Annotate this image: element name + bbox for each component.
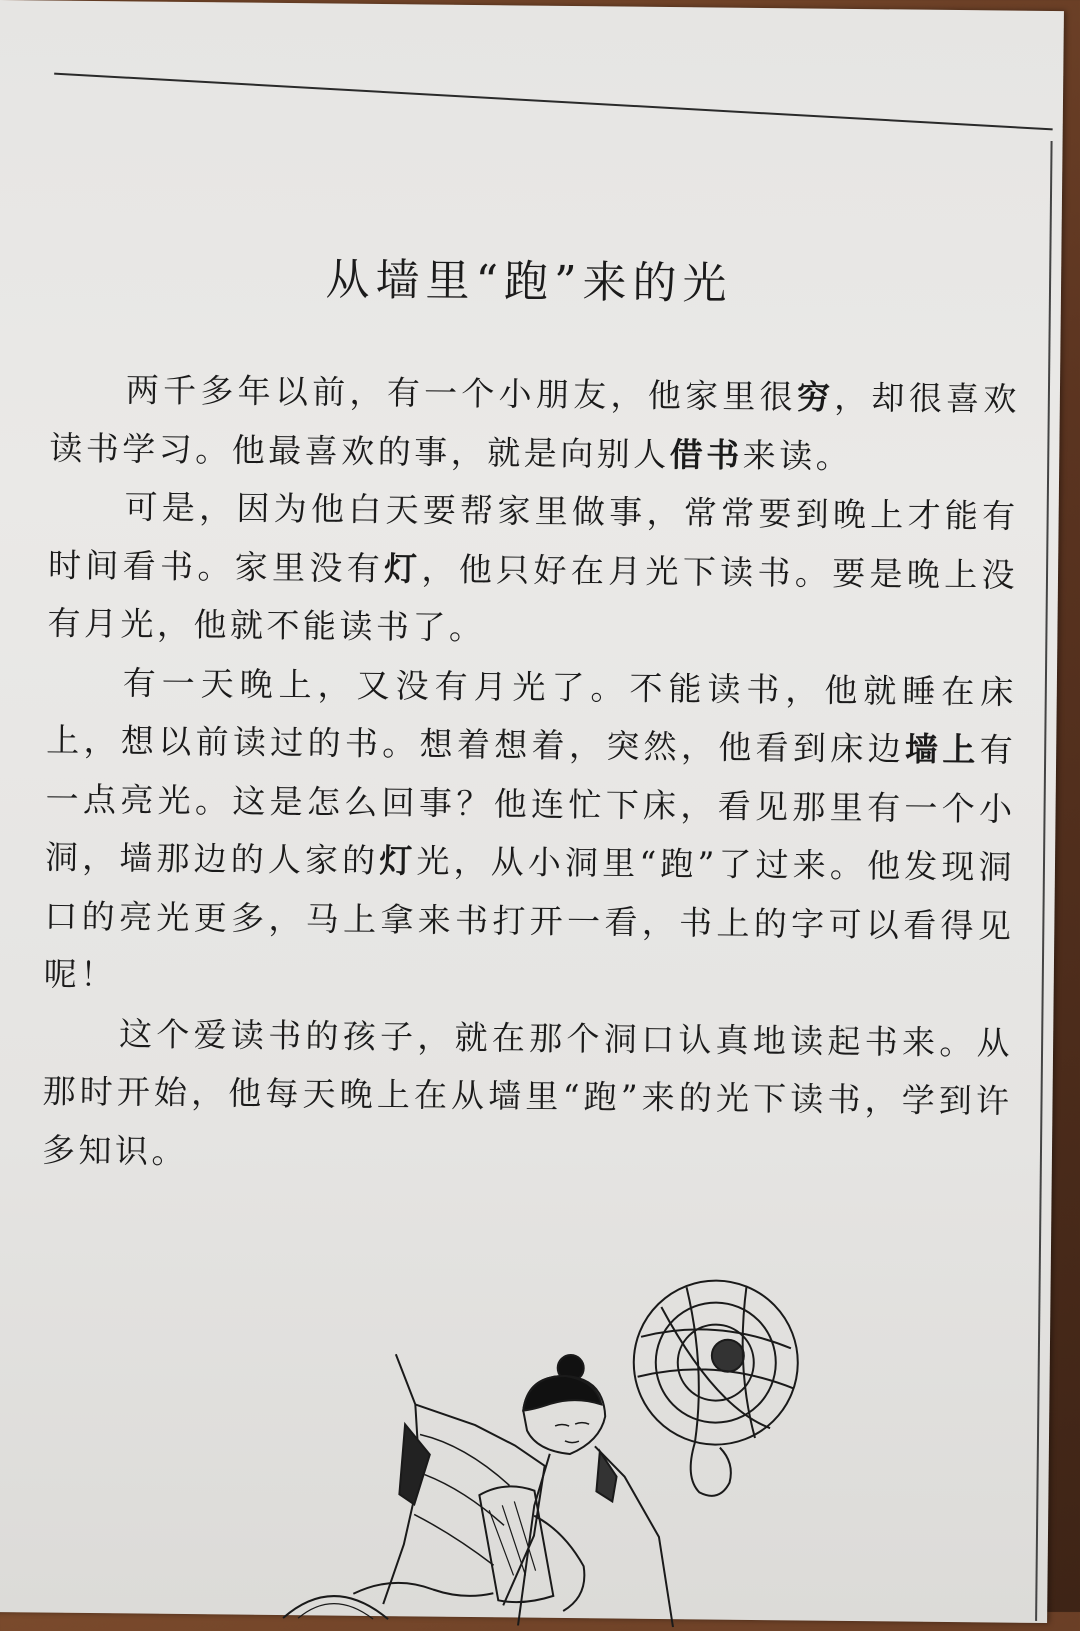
reading-boy-illustration (263, 1273, 847, 1629)
wall-icon (353, 1354, 546, 1606)
paragraph-2: 可是，因为他白天要帮家里做事，常常要到晚上才能有时间看书。家里没有灯，他只好在月光下读书。要是晚上没有月光，他就不能读书了。 (47, 487, 1019, 648)
paragraph-4: 这个爱读书的孩子，就在那个洞口认真地读起书来。从那时开始，他每天晚上在从墙里“跑”来的光下读书，学到许多知识。 (41, 1013, 1014, 1171)
bold-word: 灯 (383, 548, 422, 588)
header-rule (54, 73, 1053, 131)
basket-icon (283, 1596, 388, 1620)
bold-word: 灯 (379, 841, 417, 881)
bold-word: 借书 (669, 434, 743, 475)
paragraph-1: 两千多年以前，有一个小朋友，他家里很穷，却很喜欢读书学习。他最喜欢的事，就是向别人借书来读。 (49, 370, 1021, 476)
bold-word: 墙上 (904, 729, 980, 770)
boy-icon (478, 1354, 676, 1627)
paragraph-3: 有一天晚上，又没有月光了。不能读书，他就睡在床上，想以前读过的书。想着想着，突然，他看到床边墙上有一点亮光。这是怎么回事？他连忙下床，看见那里有一个小洞，墙那边的人家的灯光，从小洞里“跑”了过来。他发现洞口的亮光更多，马上拿来书打开一看，书上的字可以看得见呢！ (43, 662, 1018, 995)
bold-word: 穷 (796, 377, 835, 417)
margin-rule (1035, 141, 1052, 1621)
story-title: 从墙里“跑”来的光 (325, 254, 733, 310)
story-body (42, 361, 1021, 1190)
fan-icon (632, 1280, 798, 1497)
